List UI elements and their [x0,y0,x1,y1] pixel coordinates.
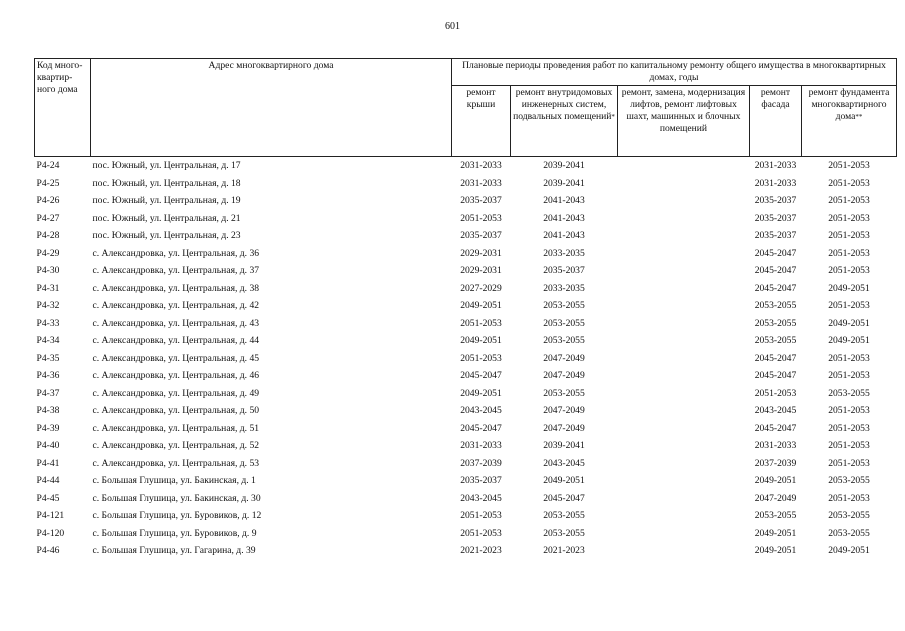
cell-lifts [618,385,750,403]
cell-facade: 2031-2033 [754,177,797,189]
cell-systems: 2045-2047 [543,492,585,504]
cell-roof: 2051-2053 [460,317,502,329]
cell-address: с. Александровка, ул. Центральная, д. 51 [92,422,260,434]
cell-roof: 2031-2033 [460,440,502,451]
cell-lifts [618,490,750,508]
cell-roof: 2037-2039 [460,457,502,469]
cell-systems: 2053-2055 [543,510,585,521]
table-row [35,280,897,298]
cell-systems: 2035-2037 [543,265,585,276]
header-facade: ремонт фасада [750,86,802,157]
table-row [35,525,897,543]
cell-foundation: 2051-2053 [828,422,870,434]
cell-lifts [618,227,750,245]
cell-lifts [618,525,750,543]
cell-foundation: 2049-2051 [828,335,870,346]
cell-systems: 2021-2023 [543,545,585,556]
cell-roof: 2051-2053 [460,352,502,364]
cell-address: с. Большая Глушица, ул. Гагарина, д. 39 [92,545,256,556]
table-row [35,472,897,490]
cell-systems: 2041-2043 [543,195,585,206]
table-row [35,192,897,210]
cell-code: Р4-29 [36,247,60,259]
cell-roof: 2029-2031 [460,247,502,259]
table-row [35,157,897,175]
cell-foundation: 2051-2053 [828,300,870,311]
cell-address: с. Александровка, ул. Центральная, д. 36 [92,247,260,259]
header-systems-footnote-mark: * [611,113,615,121]
cell-foundation: 2051-2053 [828,370,870,381]
cell-address: с. Большая Глушица, ул. Бакинская, д. 30 [92,492,261,504]
cell-facade: 2047-2049 [754,492,797,504]
cell-lifts [618,210,750,228]
cell-code: Р4-41 [36,457,60,469]
cell-code: Р4-37 [36,387,60,399]
cell-lifts [618,332,750,350]
cell-lifts [618,157,750,175]
cell-facade: 2031-2033 [750,157,802,175]
cell-lifts [618,507,750,525]
cell-address: с. Александровка, ул. Центральная, д. 42 [92,300,260,311]
header-foundation-label: ремонт фундамента многоквартирного дома [808,87,890,122]
cell-lifts [618,542,750,560]
cell-address: с. Большая Глушица, ул. Буровиков, д. 12 [92,510,262,521]
cell-facade: 2051-2053 [754,387,797,399]
cell-roof: 2035-2037 [460,230,502,241]
cell-systems: 2047-2049 [543,405,585,416]
table-row [35,507,897,525]
cell-lifts [618,175,750,193]
cell-address: с. Александровка, ул. Центральная, д. 38 [92,282,260,294]
cell-lifts [618,315,750,333]
cell-roof: 2029-2031 [460,265,502,276]
cell-code: Р4-35 [36,352,60,364]
table-row [35,350,897,368]
table-row [35,332,897,350]
cell-foundation: 2053-2055 [828,387,870,399]
cell-lifts [618,455,750,473]
header-foundation-footnote-mark: ** [855,113,863,121]
cell-facade: 2037-2039 [754,457,797,469]
cell-facade: 2045-2047 [754,370,797,381]
cell-address: с. Александровка, ул. Центральная, д. 44 [92,335,260,346]
cell-foundation: 2051-2053 [828,405,870,416]
cell-code: Р4-27 [36,212,60,224]
cell-facade: 2053-2055 [754,317,797,329]
cell-foundation: 2051-2053 [828,457,870,469]
cell-code: Р4-40 [36,440,60,451]
cell-facade: 2045-2047 [754,282,797,294]
cell-lifts [618,280,750,298]
cell-systems: 2053-2055 [543,335,585,346]
cell-systems: 2053-2055 [543,317,585,329]
cell-foundation: 2049-2051 [828,282,870,294]
table-row [35,385,897,403]
cell-facade: 2031-2033 [754,440,797,451]
cell-foundation: 2051-2053 [828,230,870,241]
cell-facade: 2035-2037 [754,212,797,224]
cell-roof: 2049-2051 [460,335,502,346]
cell-foundation: 2053-2055 [828,510,870,521]
cell-foundation: 2051-2053 [802,157,897,175]
cell-roof: 2049-2051 [460,300,502,311]
cell-systems: 2053-2055 [543,387,585,399]
cell-facade: 2035-2037 [754,230,797,241]
table-row [35,490,897,508]
cell-facade: 2045-2047 [754,247,797,259]
cell-address: с. Александровка, ул. Центральная, д. 45 [92,352,260,364]
cell-lifts [618,350,750,368]
cell-address: с. Большая Глушица, ул. Бакинская, д. 1 [92,475,256,486]
cell-foundation: 2051-2053 [828,265,870,276]
cell-foundation: 2051-2053 [828,212,870,224]
cell-code: Р4-31 [36,282,60,294]
cell-code: Р4-24 [35,157,91,175]
cell-address: с. Александровка, ул. Центральная, д. 49 [92,387,260,399]
cell-systems: 2053-2055 [543,527,585,539]
cell-facade: 2049-2051 [754,527,797,539]
cell-address: пос. Южный, ул. Центральная, д. 23 [92,230,241,241]
cell-address: пос. Южный, ул. Центральная, д. 17 [91,157,452,175]
cell-roof: 2035-2037 [460,195,502,206]
cell-code: Р4-120 [36,527,65,539]
cell-systems: 2047-2049 [543,422,585,434]
cell-systems: 2041-2043 [543,230,585,241]
cell-systems: 2047-2049 [543,370,585,381]
cell-systems: 2039-2041 [543,440,585,451]
cell-foundation: 2053-2055 [828,475,870,486]
cell-systems: 2041-2043 [543,212,585,224]
table-row [35,367,897,385]
cell-lifts [618,297,750,315]
cell-lifts [618,472,750,490]
table-row [35,437,897,455]
cell-facade: 2045-2047 [754,265,797,276]
cell-roof: 2035-2037 [460,475,502,486]
header-systems-label: ремонт внутридомовых инженерных систем, подвальных помещений [513,87,613,122]
cell-roof: 2051-2053 [460,527,502,539]
cell-foundation: 2051-2053 [828,195,870,206]
table-row [35,455,897,473]
cell-systems: 2043-2045 [543,457,585,469]
header-code: Код много-квартир-ного дома [35,59,91,157]
cell-code: Р4-32 [36,300,60,311]
cell-code: Р4-36 [36,370,60,381]
header-roof: ремонт крыши [452,86,511,157]
cell-address: с. Александровка, ул. Центральная, д. 37 [92,265,260,276]
cell-address: с. Александровка, ул. Центральная, д. 43 [92,317,260,329]
cell-systems: 2047-2049 [543,352,585,364]
cell-lifts [618,402,750,420]
cell-address: с. Большая Глушица, ул. Буровиков, д. 9 [92,527,257,539]
cell-roof: 2043-2045 [460,405,502,416]
cell-roof: 2027-2029 [460,282,502,294]
cell-code: Р4-44 [36,475,60,486]
cell-code: Р4-25 [36,177,60,189]
cell-foundation: 2049-2051 [828,545,870,556]
cell-address: пос. Южный, ул. Центральная, д. 19 [92,195,241,206]
table-row [35,315,897,333]
header-systems [511,86,618,157]
cell-address: с. Александровка, ул. Центральная, д. 53 [92,457,260,469]
cell-lifts [618,437,750,455]
cell-code: Р4-30 [36,265,60,276]
header-foundation [802,86,897,157]
cell-foundation: 2049-2051 [828,317,870,329]
header-address: Адрес многоквартирного дома [91,59,452,157]
cell-roof: 2051-2053 [460,212,502,224]
table-row [35,210,897,228]
cell-address: с. Александровка, ул. Центральная, д. 46 [92,370,260,381]
cell-address: пос. Южный, ул. Центральная, д. 21 [92,212,241,224]
cell-foundation: 2051-2053 [828,440,870,451]
cell-facade: 2049-2051 [754,545,797,556]
cell-lifts [618,245,750,263]
cell-facade: 2053-2055 [754,300,797,311]
cell-roof: 2031-2033 [460,177,502,189]
cell-foundation: 2051-2053 [828,352,870,364]
table-row [35,402,897,420]
cell-systems: 2039-2041 [543,177,585,189]
cell-address: пос. Южный, ул. Центральная, д. 18 [92,177,241,189]
cell-facade: 2053-2055 [754,510,797,521]
cell-facade: 2045-2047 [754,422,797,434]
cell-code: Р4-45 [36,492,60,504]
table-body [35,157,897,560]
cell-systems: 2033-2035 [543,282,585,294]
header-lifts: ремонт, замена, модернизация лифтов, ремонт лифтовых шахт, машинных и блочных помещений [618,86,750,157]
cell-code: Р4-28 [36,230,60,241]
cell-code: Р4-34 [36,335,60,346]
cell-roof: 2045-2047 [460,370,502,381]
cell-facade: 2043-2045 [754,405,797,416]
cell-roof: 2031-2033 [452,157,511,175]
table-row [35,420,897,438]
cell-code: Р4-38 [36,405,60,416]
cell-roof: 2043-2045 [460,492,502,504]
cell-lifts [618,262,750,280]
cell-address: с. Александровка, ул. Центральная, д. 50 [92,405,260,416]
cell-systems: 2053-2055 [543,300,585,311]
page-number: 601 [445,21,460,32]
cell-roof: 2045-2047 [460,422,502,434]
cell-lifts [618,420,750,438]
table-row [35,227,897,245]
cell-foundation: 2051-2053 [828,247,870,259]
cell-facade: 2049-2051 [754,475,797,486]
table-row [35,262,897,280]
cell-code: Р4-39 [36,422,60,434]
cell-foundation: 2051-2053 [828,177,870,189]
cell-roof: 2051-2053 [460,510,502,521]
cell-lifts [618,192,750,210]
header-periods: Плановые периоды проведения работ по капитальному ремонту общего имущества в многоквартирных домах, годы [452,59,897,86]
capital-repair-table [34,58,897,560]
cell-lifts [618,367,750,385]
cell-code: Р4-33 [36,317,60,329]
cell-facade: 2045-2047 [754,352,797,364]
cell-code: Р4-46 [36,545,60,556]
cell-systems: 2049-2051 [543,475,585,486]
cell-foundation: 2051-2053 [828,492,870,504]
cell-code: Р4-26 [36,195,60,206]
cell-facade: 2053-2055 [754,335,797,346]
cell-roof: 2021-2023 [460,545,502,556]
table-row [35,245,897,263]
cell-code: Р4-121 [36,510,65,521]
cell-foundation: 2053-2055 [828,527,870,539]
table-row [35,542,897,560]
table-row [35,175,897,193]
cell-systems: 2033-2035 [543,247,585,259]
cell-roof: 2049-2051 [460,387,502,399]
table-row [35,297,897,315]
cell-address: с. Александровка, ул. Центральная, д. 52 [92,440,260,451]
cell-systems: 2039-2041 [511,157,618,175]
cell-facade: 2035-2037 [754,195,797,206]
